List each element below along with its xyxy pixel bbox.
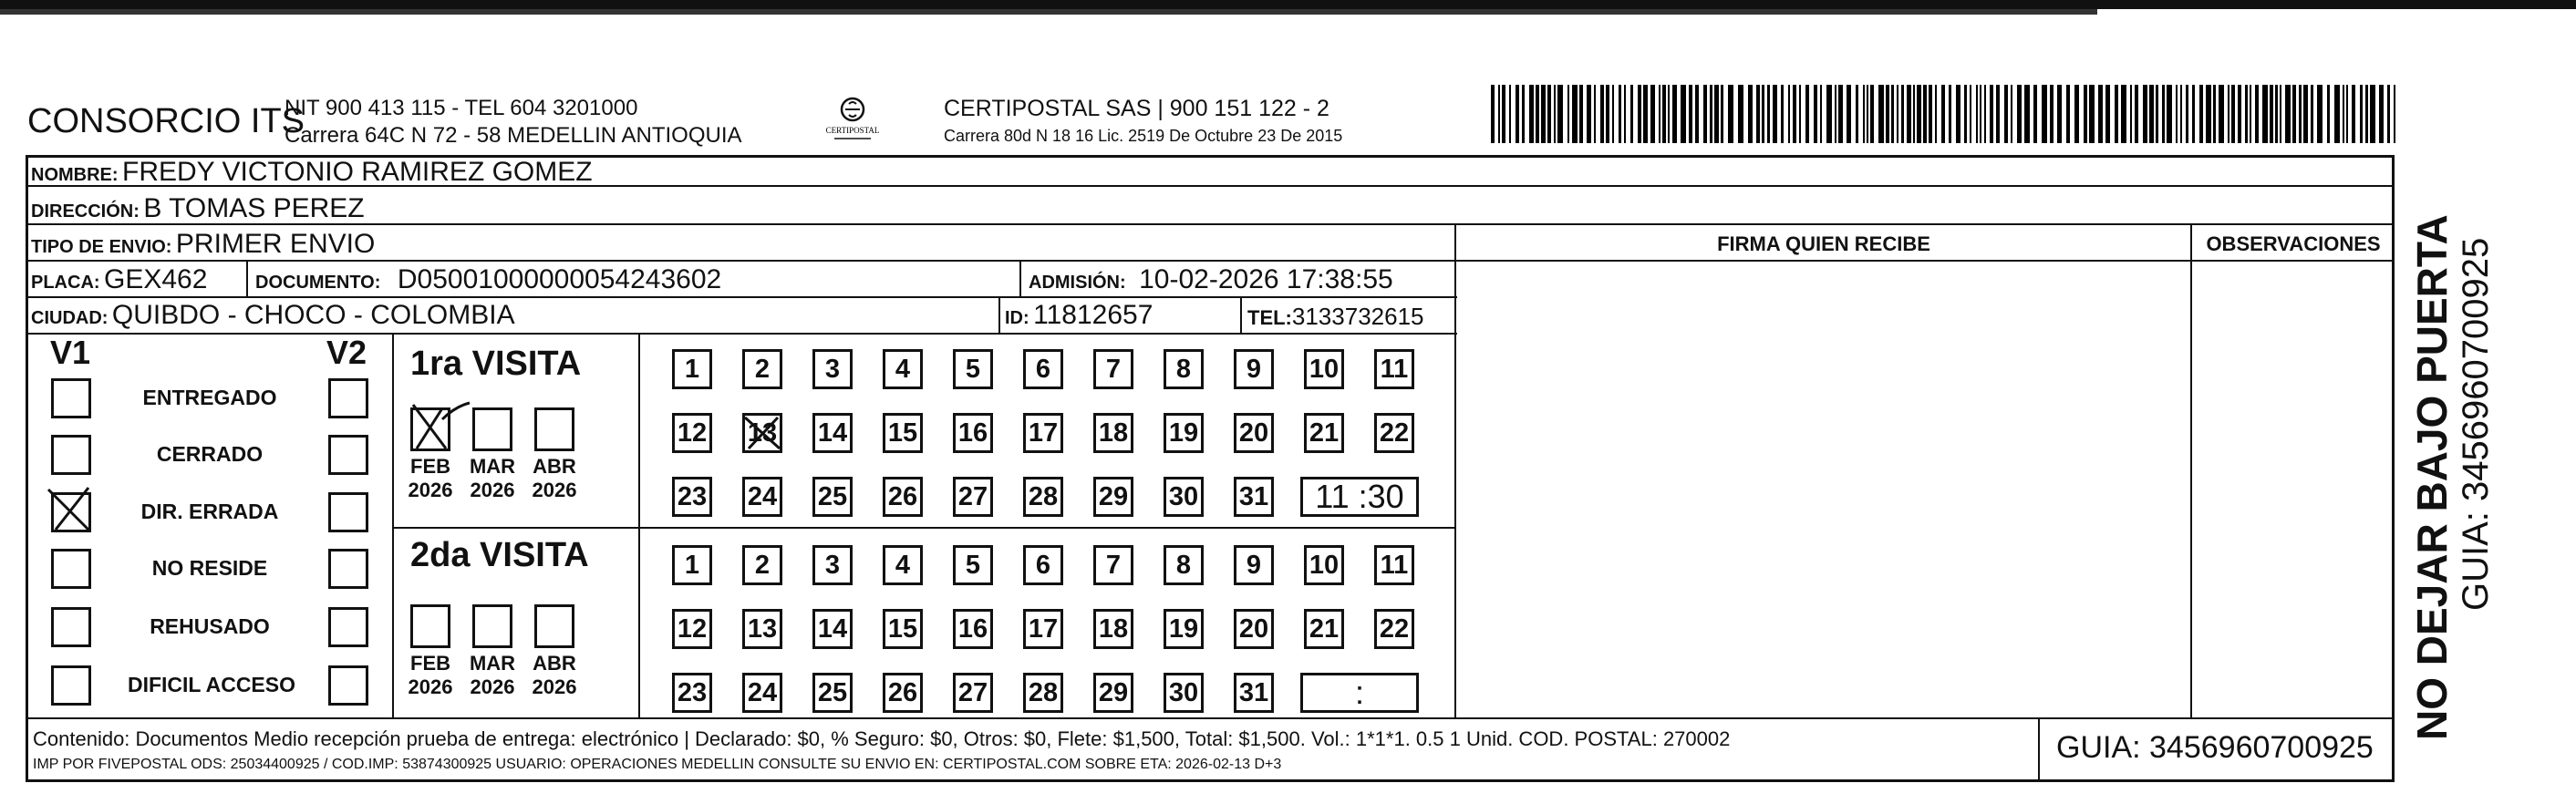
nombre-value: FREDY VICTONIO RAMIREZ GOMEZ [122, 157, 593, 187]
day-box[interactable]: 9 [1234, 349, 1274, 389]
time-box[interactable]: : [1300, 673, 1419, 713]
day-box[interactable]: 20 [1234, 413, 1274, 453]
direccion-field [31, 193, 365, 224]
day-box[interactable]: 30 [1164, 673, 1204, 713]
check-mark-icon [43, 480, 99, 537]
footer-imp: IMP POR FIVEPOSTAL ODS: 25034400925 / COD.IMP: 53874300925 USUARIO: OPERACIONES MEDELLIN CONSULTE SU ENVIO EN: CERTIPOSTAL.COM SOBRE ETA: 2026-02-13 D+3 [33, 757, 1282, 772]
day-box[interactable]: 3 [812, 545, 853, 585]
month-checkbox[interactable] [472, 604, 512, 648]
company-name: CONSORCIO ITS [27, 102, 305, 140]
v2-checkbox[interactable] [328, 435, 368, 475]
month-year: 2026 [532, 675, 577, 698]
direccion-label: DIRECCIÓN: [31, 201, 140, 222]
day-box[interactable]: 19 [1164, 609, 1204, 649]
v1-checkbox[interactable] [51, 549, 91, 589]
row-divider [26, 260, 1457, 262]
id-value: 11812657 [1033, 300, 1154, 330]
direccion-value: B TOMAS PEREZ [143, 193, 365, 223]
side-guia: GUIA: 3456960700925 [2456, 237, 2496, 611]
documento-value: D05001000000054243602 [397, 264, 722, 294]
visit-divider [392, 335, 394, 717]
day-box[interactable]: 14 [812, 609, 853, 649]
v1-checkbox[interactable] [51, 378, 91, 418]
time-box[interactable]: 11 :30 [1300, 477, 1419, 517]
day-box[interactable]: 22 [1374, 609, 1414, 649]
status-option-label: NO RESIDE [151, 556, 268, 580]
status-option-label: CERRADO [156, 442, 264, 466]
cell-divider [1240, 298, 1242, 333]
v1-checkbox[interactable] [51, 435, 91, 475]
month-label [525, 652, 584, 699]
day-box[interactable]: 29 [1093, 673, 1133, 713]
nombre-label: NOMBRE: [31, 165, 119, 185]
ciudad-value: QUIBDO - CHOCO - COLOMBIA [111, 300, 515, 330]
certipostal-line: CERTIPOSTAL SAS | 900 151 122 - 2 [944, 96, 1329, 121]
day-box[interactable]: 21 [1304, 413, 1344, 453]
month-name: ABR [533, 652, 576, 675]
tel-value: 3133732615 [1291, 303, 1424, 330]
day-box[interactable]: 27 [953, 477, 993, 517]
address-line: Carrera 64C N 72 - 58 MEDELLIN ANTIOQUIA [284, 123, 742, 148]
v1-checkbox[interactable] [51, 607, 91, 647]
month-label [463, 652, 522, 699]
day-box[interactable]: 13 [742, 609, 782, 649]
ciudad-label: CIUDAD: [31, 308, 109, 328]
admision-label: ADMISIÓN: [1029, 273, 1126, 293]
status-option-label: ENTREGADO [142, 386, 277, 409]
day-box[interactable]: 21 [1304, 609, 1344, 649]
day-box[interactable]: 17 [1023, 609, 1063, 649]
day-box[interactable]: 18 [1093, 609, 1133, 649]
day-box[interactable]: 1 [672, 349, 712, 389]
day-box[interactable]: 3 [812, 349, 853, 389]
day-box[interactable]: 16 [953, 609, 993, 649]
visit1-title: 1ra VISITA [410, 345, 582, 383]
v1-checkbox[interactable] [51, 665, 91, 706]
month-checkbox[interactable] [410, 604, 450, 648]
observaciones-header: OBSERVACIONES [2206, 232, 2381, 255]
top-border [0, 0, 2576, 9]
obs-divider [2190, 225, 2192, 717]
day-box[interactable]: 12 [672, 413, 712, 453]
day-box[interactable]: 25 [812, 673, 853, 713]
day-box[interactable]: 18 [1093, 413, 1133, 453]
month-checkbox[interactable] [472, 407, 512, 451]
day-box[interactable]: 1 [672, 545, 712, 585]
cell-divider [1019, 262, 1021, 296]
guia-number: GUIA: 3456960700925 [2056, 730, 2374, 765]
status-option-label: DIFICIL ACCESO [127, 673, 295, 696]
top-border-shadow [0, 9, 2097, 15]
v2-checkbox[interactable] [328, 378, 368, 418]
month-name: MAR [469, 455, 516, 478]
certipostal-info [944, 95, 1342, 149]
day-box[interactable]: 26 [883, 477, 923, 517]
logo-text: CERTIPOSTAL [825, 126, 880, 135]
documento-label: DOCUMENTO: [255, 273, 381, 293]
month-year: 2026 [532, 479, 577, 501]
visit-separator [392, 527, 1455, 529]
admision-value: 10-02-2026 17:38:55 [1139, 264, 1393, 294]
row-divider [26, 333, 1457, 335]
day-box[interactable]: 10 [1304, 349, 1344, 389]
day-box[interactable]: 2 [742, 349, 782, 389]
month-checkbox[interactable] [534, 604, 574, 648]
day-box[interactable]: 19 [1164, 413, 1204, 453]
row-divider [26, 223, 2395, 225]
cross-mark-icon [740, 412, 785, 454]
day-box[interactable]: 7 [1093, 349, 1133, 389]
month-name: MAR [469, 652, 516, 675]
day-box[interactable]: 2 [742, 545, 782, 585]
certipostal-sub: Carrera 80d N 18 16 Lic. 2519 De Octubre 23 De 2015 [944, 127, 1343, 145]
day-box[interactable]: 14 [812, 413, 853, 453]
day-box[interactable]: 17 [1023, 413, 1063, 453]
day-box[interactable]: 31 [1234, 477, 1274, 517]
month-year: 2026 [470, 675, 515, 698]
day-box[interactable]: 25 [812, 477, 853, 517]
day-box[interactable]: 10 [1304, 545, 1344, 585]
day-box[interactable]: 9 [1234, 545, 1274, 585]
month-name: FEB [410, 455, 450, 478]
day-box[interactable]: 11 [1374, 545, 1414, 585]
placa-field [31, 264, 207, 295]
v2-checkbox[interactable] [328, 607, 368, 647]
month-name: FEB [410, 652, 450, 675]
day-box[interactable]: 24 [742, 673, 782, 713]
visit2-title: 2da VISITA [410, 536, 589, 574]
month-year: 2026 [408, 675, 453, 698]
company-info [284, 95, 742, 149]
id-field [1005, 300, 1153, 331]
nit-line: NIT 900 413 115 - TEL 604 3201000 [284, 96, 638, 120]
nombre-field [31, 157, 593, 188]
check-mark-icon [409, 401, 473, 454]
day-box[interactable]: 15 [883, 609, 923, 649]
month-label [525, 455, 584, 502]
day-box[interactable]: 28 [1023, 673, 1063, 713]
status-option-label: DIR. ERRADA [140, 500, 279, 523]
tipo-value: PRIMER ENVIO [175, 229, 376, 259]
day-box[interactable]: 4 [883, 545, 923, 585]
day-box[interactable]: 29 [1093, 477, 1133, 517]
guia-divider [2038, 719, 2040, 779]
day-box[interactable]: 23 [672, 673, 712, 713]
month-label [401, 652, 460, 699]
v1-header: V1 [50, 334, 91, 371]
tipo-envio-field [31, 229, 375, 260]
row-divider [26, 296, 1457, 298]
row-divider [1454, 260, 2395, 262]
status-option-label: REHUSADO [150, 614, 270, 638]
day-box[interactable]: 20 [1234, 609, 1274, 649]
day-box[interactable]: 24 [742, 477, 782, 517]
placa-value: GEX462 [104, 264, 208, 294]
v2-checkbox[interactable] [328, 665, 368, 706]
day-box[interactable]: 28 [1023, 477, 1063, 517]
ciudad-field [31, 300, 515, 331]
day-box[interactable]: 5 [953, 349, 993, 389]
v2-header: V2 [326, 334, 367, 371]
tel-label: TEL: [1247, 306, 1292, 329]
day-box[interactable]: 23 [672, 477, 712, 517]
month-label [401, 455, 460, 502]
tel-field [1247, 303, 1424, 331]
day-box[interactable]: 11 [1374, 349, 1414, 389]
day-box[interactable]: 31 [1234, 673, 1274, 713]
day-box[interactable]: 7 [1093, 545, 1133, 585]
certipostal-logo [825, 91, 880, 146]
month-label [463, 455, 522, 502]
placa-label: PLACA: [31, 273, 100, 293]
day-box[interactable]: 8 [1164, 545, 1204, 585]
id-label: ID: [1005, 308, 1029, 328]
firma-divider [1454, 225, 1456, 717]
months-divider [638, 335, 640, 717]
side-warning: NO DEJAR BAJO PUERTA [2408, 214, 2456, 740]
tipo-label: TIPO DE ENVIO: [31, 237, 172, 257]
day-box[interactable]: 22 [1374, 413, 1414, 453]
firma-header: FIRMA QUIEN RECIBE [1717, 232, 1930, 255]
day-box[interactable]: 27 [953, 673, 993, 713]
day-box[interactable]: 26 [883, 673, 923, 713]
cell-divider [246, 262, 248, 296]
day-box[interactable]: 4 [883, 349, 923, 389]
month-year: 2026 [470, 479, 515, 501]
v2-checkbox[interactable] [328, 492, 368, 532]
day-box[interactable]: 30 [1164, 477, 1204, 517]
day-box[interactable]: 5 [953, 545, 993, 585]
v2-checkbox[interactable] [328, 549, 368, 589]
day-box[interactable]: 6 [1023, 545, 1063, 585]
day-box[interactable]: 6 [1023, 349, 1063, 389]
documento-field [255, 264, 721, 295]
barcode [1491, 85, 2403, 143]
day-box[interactable]: 15 [883, 413, 923, 453]
admision-field [1029, 264, 1393, 295]
month-name: ABR [533, 455, 576, 478]
month-checkbox[interactable] [534, 407, 574, 451]
day-box[interactable]: 12 [672, 609, 712, 649]
v1-checkbox[interactable] [51, 492, 91, 532]
month-year: 2026 [408, 479, 453, 501]
footer-content: Contenido: Documentos Medio recepción prueba de entrega: electrónico | Declarado: $0, % Seguro: $0, Otros: $0, Flete: $1,500, Total: $1,500. Vol.: 1*1*1. 0.5 1 Unid. COD. POSTAL: 270002 [33, 727, 1731, 750]
day-box[interactable]: 8 [1164, 349, 1204, 389]
month-checkbox[interactable] [410, 407, 450, 451]
day-box[interactable]: 16 [953, 413, 993, 453]
cell-divider [998, 298, 1000, 333]
day-box[interactable]: 13 [742, 413, 782, 453]
